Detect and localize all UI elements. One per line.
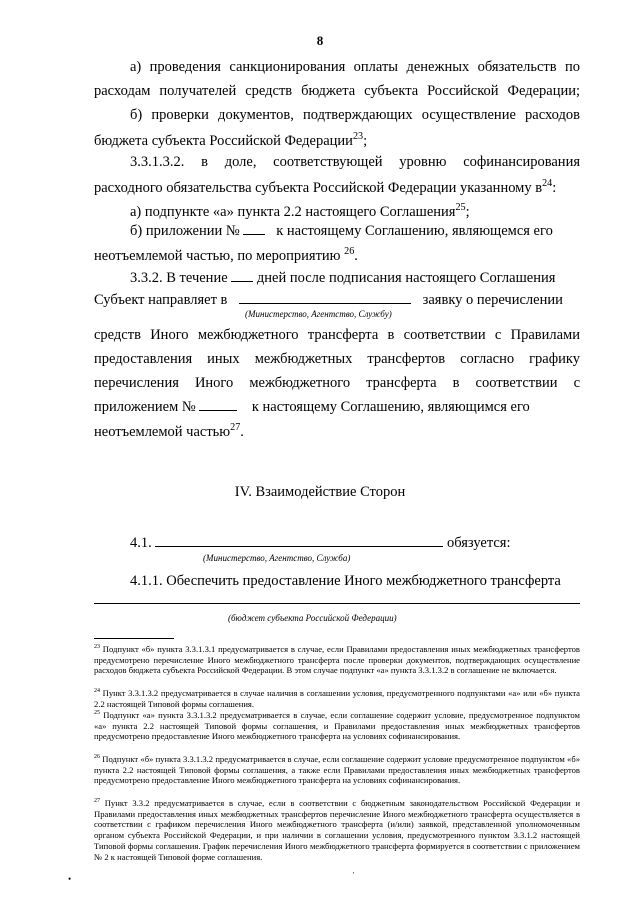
section-heading: IV. Взаимодействие Сторон — [234, 484, 406, 500]
field-hint: (Министерство, Агентство, Службу) — [245, 309, 392, 319]
field-hint: (бюджет субъекта Российской Федерации) — [228, 613, 397, 623]
paragraph-line: 4.1. обязуется: — [130, 535, 511, 551]
blank-field — [239, 290, 411, 304]
paragraph-line: расходам получателей средств бюджета субъекта Российской Федерации; — [94, 83, 580, 99]
paragraph-line: 3.3.2. В течение дней после подписания настоящего Соглашения — [130, 270, 556, 286]
paragraph-line: 3.3.1.3.2. в доле, соответствующей уровню софинансирования — [130, 154, 580, 170]
paragraph-line: предоставления иных межбюджетных трансфертов согласно графику — [94, 351, 580, 367]
footnote: $^{26}$ Подпункт «б» пункта 3.3.1.3.2 предусматривается в случае, если соглашение содержит условие предусмотренное подпунктом «б» пункта 2.2 настоящей Типовой формы соглашения, а также если Правилами предоставления иных межбюджетных трансфертов предусмотрено предоставление Иного межбюджетного трансферта на условиях софинансирования. — [94, 753, 580, 786]
paragraph-line: расходного обязательства субъекта Российской Федерации указанному $в^{24}$: — [94, 178, 557, 196]
paragraph-line: а) подпункте «а» пункта 2.2 настоящего Соглашения$^{25}$; — [130, 202, 470, 220]
paragraph-line: неотъемлемой частью$^{27}$. — [94, 422, 244, 440]
footnote: $^{25}$ Подпункт «а» пункта 3.3.1.3.2 предусматривается в случае, если соглашение содержит условие, предусмотренное подпунктом «а» пункта 2.2 настоящей Типовой формы соглашения, и Правилами предоставления иных межбюджетных трансфертов предусмотрено предоставление Иного межбюджетного трансферта на условиях софинансирования. — [94, 709, 580, 742]
scan-speck: • — [68, 874, 72, 884]
footnote-ref: 23 — [352, 131, 364, 142]
blank-field — [199, 397, 237, 411]
footnote-ref: 24 — [542, 178, 553, 189]
paragraph-line: 4.1.1. Обеспечить предоставление Иного межбюджетного трансферта — [130, 573, 561, 589]
scan-speck: · — [352, 868, 355, 878]
paragraph-line: б) проверки документов, подтверждающих осуществление расходов — [130, 107, 580, 123]
footnote-ref: 27 — [230, 422, 241, 433]
paragraph-line: средств Иного межбюджетного трансферта в соответствии с Правилами — [94, 327, 580, 343]
blank-field — [155, 533, 443, 547]
divider-line — [94, 603, 580, 604]
footnote: $^{23}$ Подпункт «б» пункта 3.3.1.3.1 предусматривается в случае, если Правилами предоставления иных межбюджетных трансфертов предусмотрено перечисление Иного межбюджетного трансферта после проверки документов, подтверждающих осуществление расходов бюджета субъекта Российской Федерации. В этом случае подпункт «а» пункта 3.3.1.3.2 в соглашение не включается. — [94, 643, 580, 676]
footnote-ref: 25 — [455, 202, 466, 213]
paragraph-line: а) проведения санкционирования оплаты денежных обязательств по — [130, 59, 580, 75]
blank-field — [243, 221, 265, 235]
paragraph-line: Субъект направляет в заявку о перечислении — [94, 292, 563, 308]
paragraph-line: бюджета субъекта Российской Федерации$^{23}$; — [94, 131, 368, 149]
paragraph-line: б) приложении № к настоящему Соглашению, являющемся его — [130, 223, 553, 239]
paragraph-line: перечисления Иного межбюджетного трансферта в соответствии с — [94, 375, 580, 391]
field-hint: (Министерство, Агентство, Служба) — [203, 553, 351, 563]
paragraph-line: приложением № к настоящему Соглашению, являющимся его — [94, 399, 530, 415]
footnote-ref: 26 — [344, 246, 355, 257]
footnote: $^{27}$ Пункт 3.3.2 предусматривается в случае, если в соответствии с бюджетным законодательством Российской Федерации и Правилами предоставления иных межбюджетных трансфертов перечисление Иного межбюджетного трансферта осуществляется в соответствии с графиком перечисления Иного межбюджетного трансферта (и/или) заявкой, представленной уполномоченным органом субъекта Российской Федерации, и при наличии в соглашении условия, предусмотренного пунктом 3.3.1.2 настоящей Типовой формы соглашения. График перечисления Иного межбюджетного трансферта формируется в соответствии с приложением № 2 к настоящей Типовой форме соглашения. — [94, 797, 580, 862]
paragraph-line: неотъемлемой частью, по мероприятию $^{26}$. — [94, 246, 358, 264]
footnote-separator — [94, 638, 174, 639]
footnote: $^{24}$ Пункт 3.3.1.3.2 предусматривается в случае наличия в соглашении условия, предусмотренного подпунктами «а» или «б» пункта 2.2 настоящей Типовой формы соглашения. — [94, 687, 580, 709]
blank-field — [231, 268, 253, 282]
page-number: 8 — [316, 33, 324, 48]
